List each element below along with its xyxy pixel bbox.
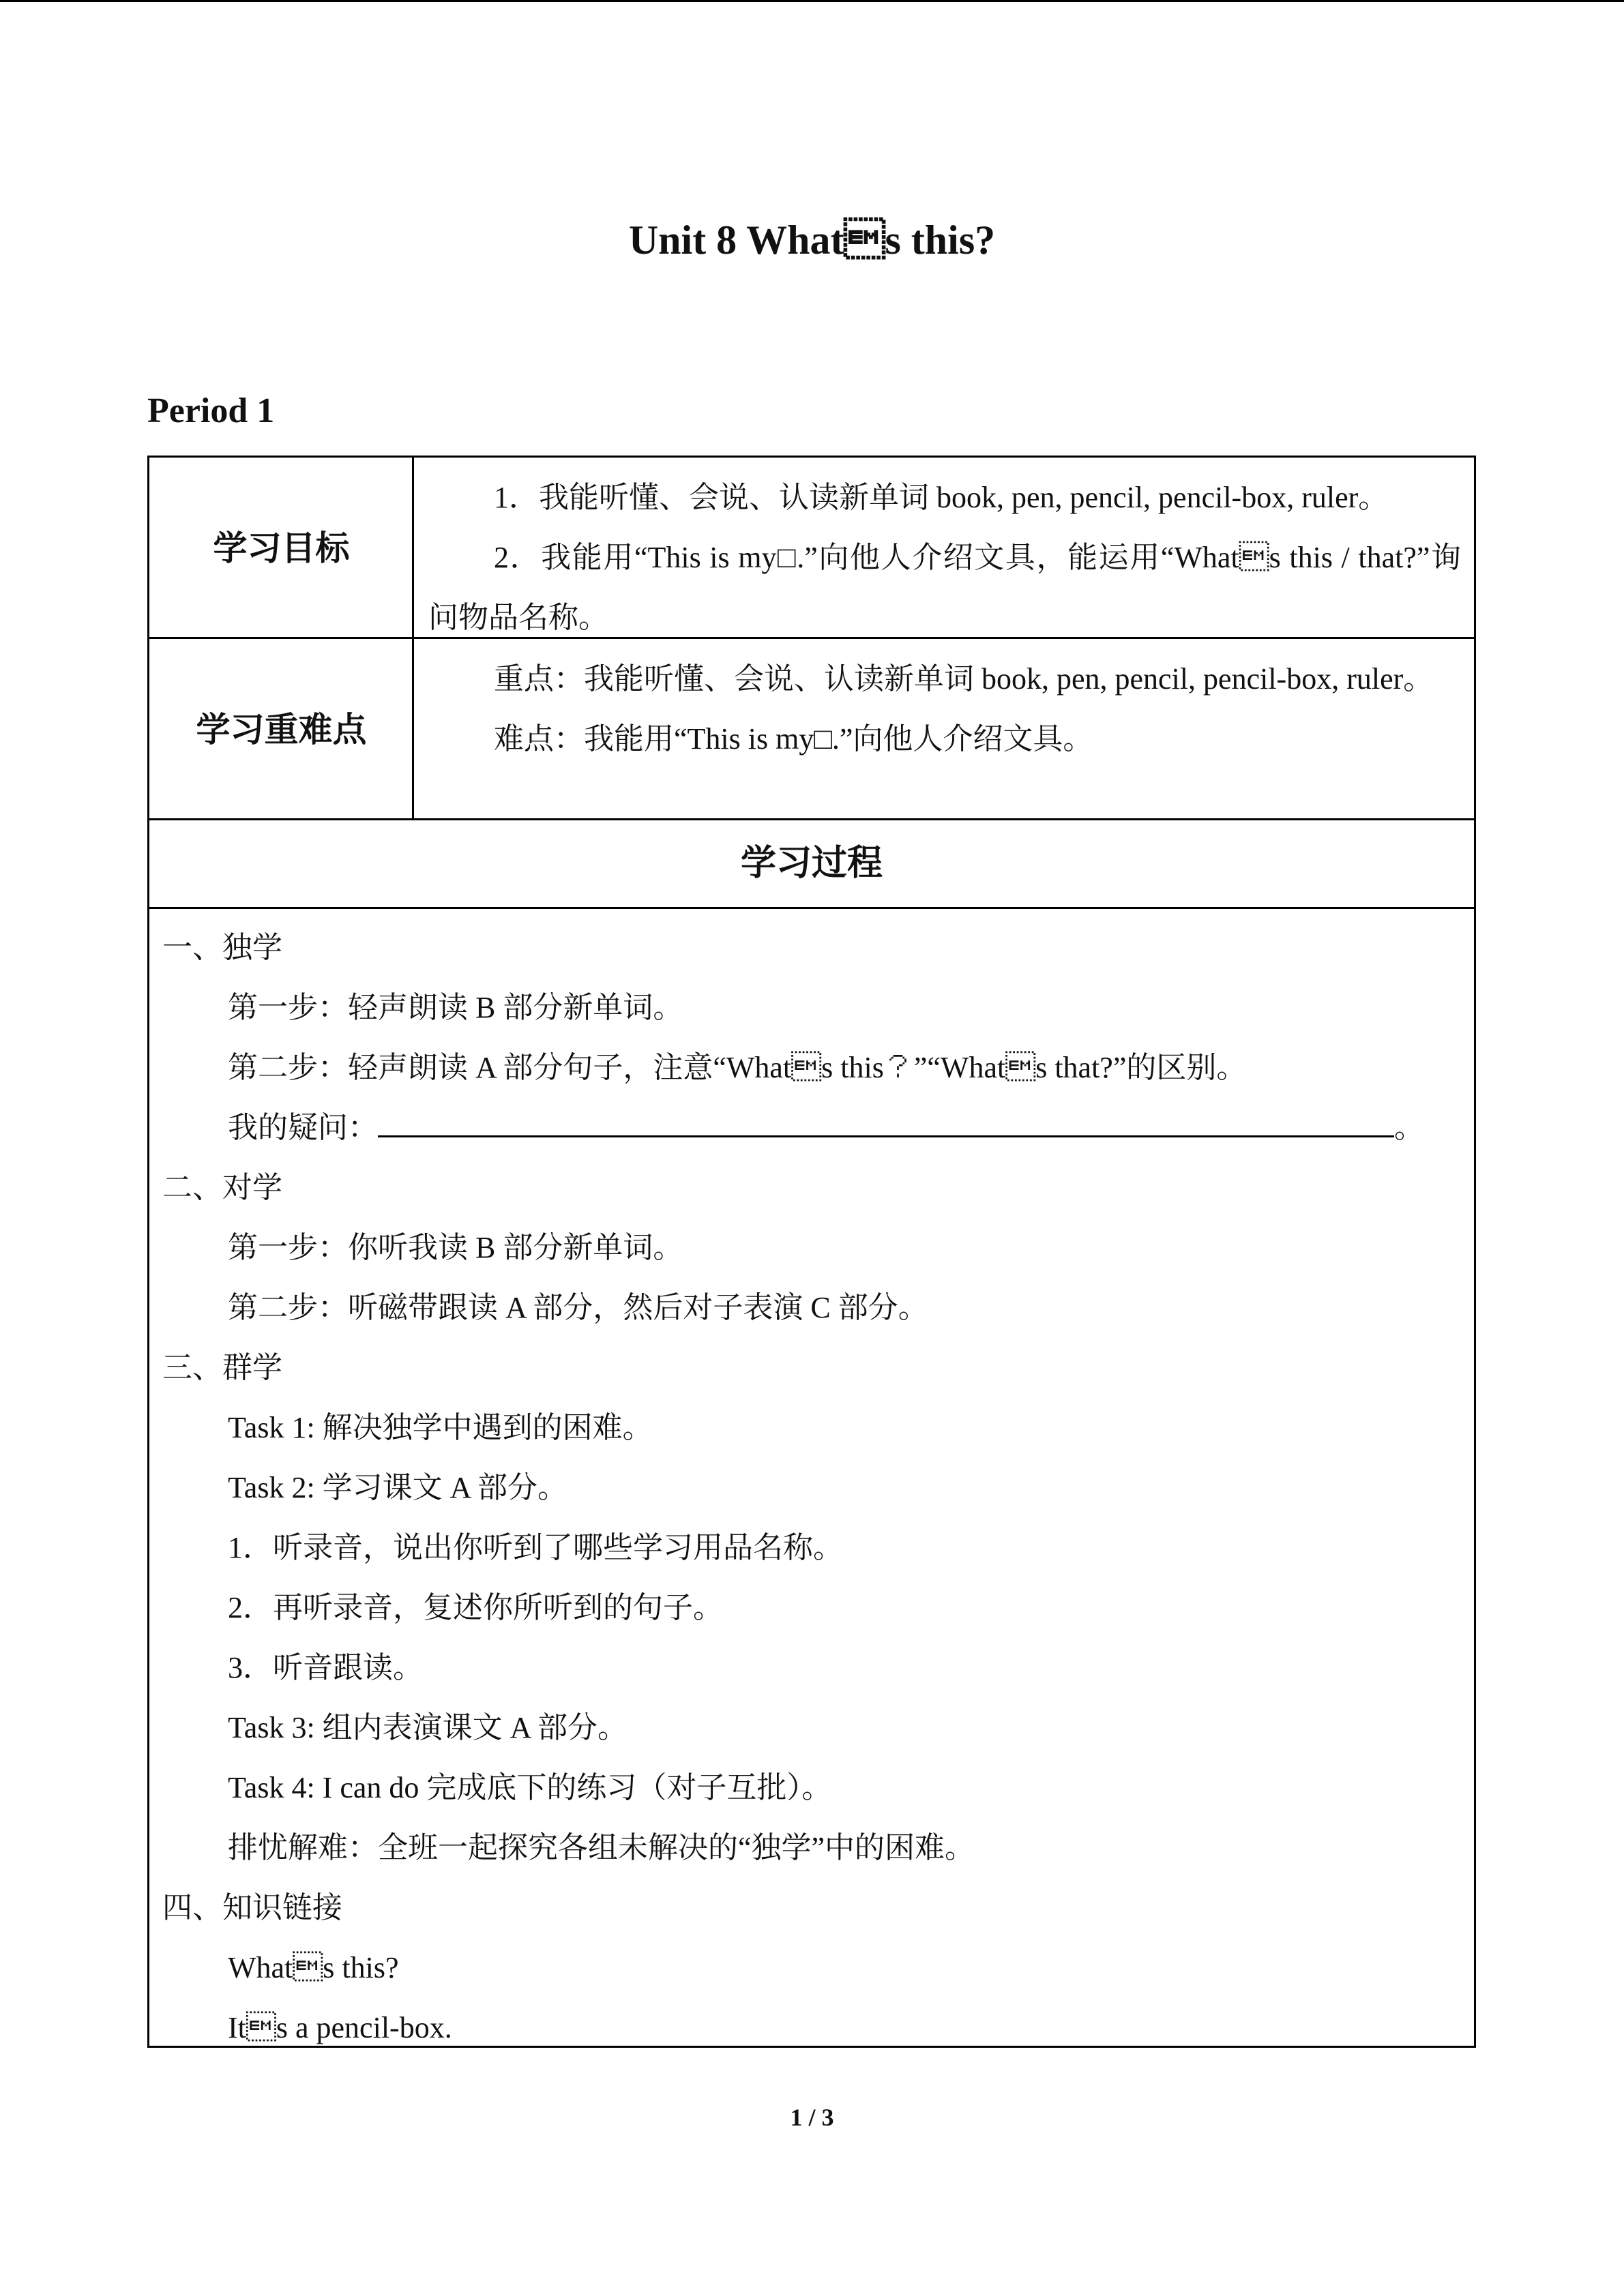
page-number: 1 / 3: [790, 2104, 834, 2131]
knowledge-link-answer: Its a pencil-box.: [228, 2011, 452, 2044]
task-4: Task 4: I can do 完成底下的练习（对子互批）。: [228, 1771, 832, 1804]
objective-2: 2．我能用“This is my□.”向他人介绍文具，能运用“Whats this / that?”询问物品名称。: [428, 541, 1461, 634]
my-question-blank[interactable]: [378, 1103, 1394, 1137]
self-study-step-1: 第一步：轻声朗读 B 部分新单词。: [228, 991, 683, 1024]
page-title: Unit 8 Whats this?: [628, 218, 996, 263]
my-question-label: 我的疑问：: [228, 1111, 378, 1144]
knowledge-link-question: Whats this?: [228, 1951, 399, 1984]
task-2-item-2: 2．再听录音，复述你所听到的句子。: [228, 1591, 723, 1624]
key-points-label: 学习重难点: [196, 710, 367, 749]
key-point: 重点：我能听懂、会说、认读新单词 book, pen, pencil, pencil-box, ruler。: [494, 662, 1434, 696]
section-self-study-title: 一、独学: [162, 931, 282, 964]
task-3: Task 3: 组内表演课文 A 部分。: [228, 1711, 628, 1744]
table-row-divider-3: [147, 907, 1476, 909]
learning-process-heading: 学习过程: [740, 843, 883, 884]
objectives-content: [428, 468, 1461, 648]
task-2-item-1: 1．听录音，说出你听到了哪些学习用品名称。: [228, 1531, 843, 1564]
task-2: Task 2: 学习课文 A 部分。: [228, 1471, 568, 1504]
learning-process-body: [162, 918, 1458, 2058]
period-heading: Period 1: [147, 391, 275, 430]
objective-1: 1．我能听懂、会说、认读新单词 book, pen, pencil, pencil-box, ruler。: [494, 481, 1389, 514]
section-group-study-title: 三、群学: [162, 1351, 282, 1384]
task-2-item-3: 3．听音跟读。: [228, 1651, 423, 1684]
my-question-row: [162, 1098, 1458, 1158]
objectives-label: 学习目标: [213, 528, 350, 568]
top-border-rule: [0, 0, 1624, 2]
section-pair-study-title: 二、对学: [162, 1171, 282, 1204]
pair-study-step-2: 第二步：听磁带跟读 A 部分，然后对子表演 C 部分。: [228, 1291, 928, 1324]
section-knowledge-link-title: 四、知识链接: [162, 1891, 342, 1924]
pair-study-step-1: 第一步：你听我读 B 部分新单词。: [228, 1231, 683, 1264]
troubleshoot-note: 排忧解难：全班一起探究各组未解决的“独学”中的困难。: [228, 1831, 975, 1864]
key-points-content: [428, 649, 1461, 769]
my-question-end: 。: [1394, 1111, 1424, 1144]
difficult-point: 难点：我能用“This is my□.”向他人介绍文具。: [494, 722, 1093, 756]
self-study-step-2: 第二步：轻声朗读 A 部分句子，注意“Whats this？”“Whats that?”的区别。: [228, 1051, 1247, 1084]
task-1: Task 1: 解决独学中遇到的困难。: [228, 1411, 653, 1444]
